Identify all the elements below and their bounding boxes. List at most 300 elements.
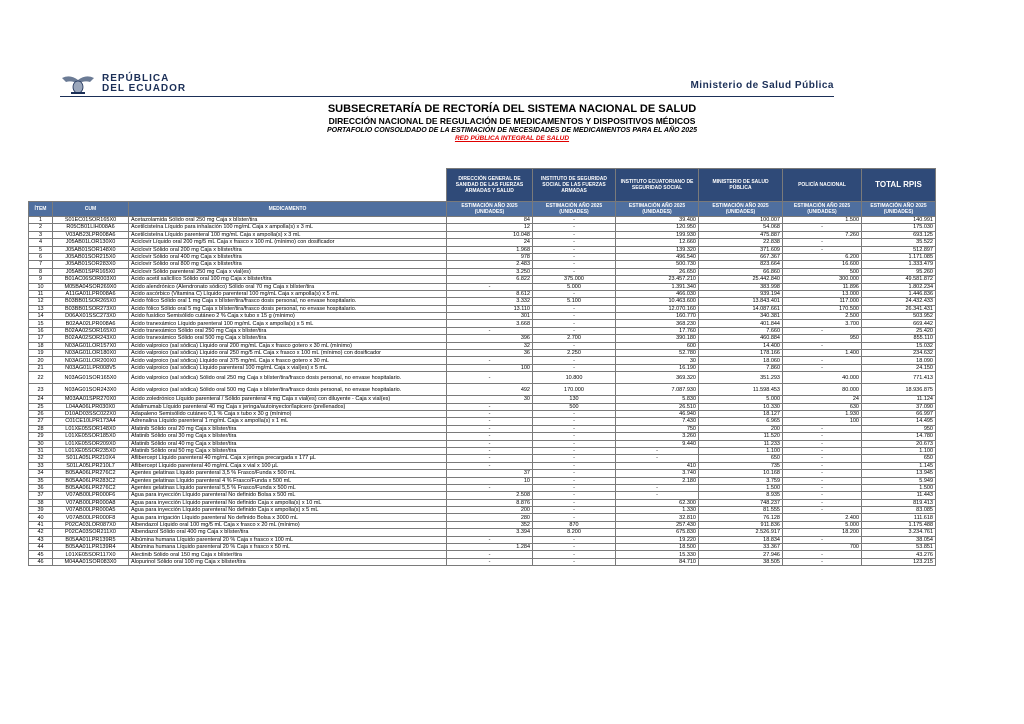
cell-policia: 630 xyxy=(783,403,862,410)
header-divider xyxy=(60,96,834,97)
cell-msp: 371.609 xyxy=(699,246,783,253)
cell-cum: M03AA01SPR270X0 xyxy=(53,396,129,403)
group-header: INSTITUTO DE SEGURIDAD SOCIAL DE LAS FUERZAS ARMADAS xyxy=(533,169,616,202)
table-row xyxy=(29,283,936,290)
cell-dgsffaa: - xyxy=(447,455,533,462)
cell-msp: 5.000 xyxy=(699,396,783,403)
republic-line2: DEL ECUADOR xyxy=(102,83,187,94)
cell-medicamento: Ácido valproico (sal sódica) Líquido oral 200 mg/mL Caja x frasco gotero x 30 mL (mínimo) xyxy=(129,342,447,349)
cell-item: 10 xyxy=(29,283,53,290)
table-row xyxy=(29,470,936,477)
cell-iess: 410 xyxy=(616,462,699,469)
cell-msp: 76.128 xyxy=(699,514,783,521)
table-row xyxy=(29,551,936,558)
cell-medicamento: Agua para inyección Líquido parenteral No definido Caja x ampolla(s) x 5 mL xyxy=(129,507,447,514)
table-row xyxy=(29,350,936,357)
cell-iess: 120.950 xyxy=(616,224,699,231)
cell-policia: - xyxy=(783,492,862,499)
cell-iess: 12.660 xyxy=(616,239,699,246)
cell-policia: - xyxy=(783,447,862,454)
cell-medicamento: Afatinib Sólido oral 30 mg Caja x blíster/tira xyxy=(129,433,447,440)
cell-dgsffaa: 2.508 xyxy=(447,492,533,499)
cell-total: 66.997 xyxy=(862,410,936,417)
cell-iess: 139.320 xyxy=(616,246,699,253)
table-row xyxy=(29,536,936,543)
cell-cum: S01LA05LPR210L7 xyxy=(53,462,129,469)
cell-policia: 2.400 xyxy=(783,514,862,521)
table-row xyxy=(29,372,936,384)
title-network: RED PÚBLICA INTEGRAL DE SALUD xyxy=(454,135,570,142)
cell-msp: 11.233 xyxy=(699,440,783,447)
table-row xyxy=(29,425,936,432)
cell-total: 175.030 xyxy=(862,224,936,231)
cell-issfa: - xyxy=(533,544,616,551)
cell-medicamento: Aciclovir Líquido oral 200 mg/5 mL Caja x frasco x 100 mL (mínimo) con dosificador xyxy=(129,239,447,246)
cell-total: 1.171.085 xyxy=(862,253,936,260)
col-estimation-header: ESTIMACIÓN AÑO 2025 (UNIDADES) xyxy=(862,202,936,217)
cell-item: 7 xyxy=(29,261,53,268)
cell-dgsffaa: 8.612 xyxy=(447,290,533,297)
cell-cum: S01EC01SOR165X0 xyxy=(53,217,129,224)
cell-msp: 18.127 xyxy=(699,410,783,417)
cell-total: 13.945 xyxy=(862,470,936,477)
table-row xyxy=(29,217,936,224)
cell-item: 18 xyxy=(29,342,53,349)
table-row xyxy=(29,335,936,342)
cell-item: 23 xyxy=(29,384,53,396)
cell-policia: 117.000 xyxy=(783,298,862,305)
cell-cum: N03AG01SOR243X0 xyxy=(53,384,129,396)
table-row xyxy=(29,403,936,410)
cell-iess: 10.463.600 xyxy=(616,298,699,305)
cell-total: 123.215 xyxy=(862,558,936,565)
cell-cum: M05BA04SOR269X0 xyxy=(53,283,129,290)
cell-dgsffaa: 3.250 xyxy=(447,268,533,275)
cell-cum: R05CB01LIH008A6 xyxy=(53,224,129,231)
cell-total: 1.446.836 xyxy=(862,290,936,297)
cell-dgsffaa: - xyxy=(447,462,533,469)
cell-issfa: - xyxy=(533,425,616,432)
cell-msp: 81.555 xyxy=(699,507,783,514)
cell-cum: B05AA01LPR139R5 xyxy=(53,536,129,543)
cell-dgsffaa: 6.822 xyxy=(447,276,533,283)
republic-logo xyxy=(60,72,186,96)
cell-total: 11.443 xyxy=(862,492,936,499)
cell-issfa: - xyxy=(533,364,616,371)
cell-cum: B02AA02SOR165X0 xyxy=(53,327,129,334)
cell-dgsffaa: 37 xyxy=(447,470,533,477)
cell-medicamento: Aflibercept Líquido parenteral 40 mg/mL Caja x vial x 100 µL xyxy=(129,462,447,469)
cell-total: 819.413 xyxy=(862,499,936,506)
cell-dgsffaa: 200 xyxy=(447,507,533,514)
cell-policia: - xyxy=(783,551,862,558)
table-row xyxy=(29,364,936,371)
cell-msp: 748.237 xyxy=(699,499,783,506)
table-row xyxy=(29,433,936,440)
cell-medicamento: Alectinib Sólido oral 150 mg Caja x blíster/tira xyxy=(129,551,447,558)
cell-msp: 351.293 xyxy=(699,372,783,384)
cell-total: 20.673 xyxy=(862,440,936,447)
cell-medicamento: Ácido valproico (sal sódica) Líquido oral 250 mg/5 mL Caja x frasco x 100 mL (mínimo) con dosificador xyxy=(129,350,447,357)
cell-dgsffaa: - xyxy=(447,327,533,334)
cell-issfa: - xyxy=(533,433,616,440)
cell-item: 14 xyxy=(29,313,53,320)
cell-msp: 6.965 xyxy=(699,418,783,425)
cell-item: 24 xyxy=(29,396,53,403)
cell-total: 25.420 xyxy=(862,327,936,334)
cell-issfa: 870 xyxy=(533,521,616,528)
cell-total: 1.145 xyxy=(862,462,936,469)
cell-policia: 11.896 xyxy=(783,283,862,290)
cell-policia: - xyxy=(783,484,862,491)
cell-item: 25 xyxy=(29,403,53,410)
cell-dgsffaa: 2.483 xyxy=(447,261,533,268)
cell-iess: 5.830 xyxy=(616,396,699,403)
cell-medicamento: Aflibercept Líquido parenteral 40 mg/mL Caja x jeringa precargada x 177 µL xyxy=(129,455,447,462)
cell-medicamento: Adrenalina Líquido parenteral 1 mg/mL Caja x ampolla(s) x 1 mL xyxy=(129,418,447,425)
cell-medicamento: Ácido fusídico Semisólido cutáneo 2 % Caja x tubo x 15 g (mínimo) xyxy=(129,313,447,320)
cell-dgsffaa: - xyxy=(447,440,533,447)
cell-cum: A11GA01LPR008A6 xyxy=(53,290,129,297)
cell-policia: 16.600 xyxy=(783,261,862,268)
cell-iess: 2.180 xyxy=(616,477,699,484)
col-estimation-header: ESTIMACIÓN AÑO 2025 (UNIDADES) xyxy=(699,202,783,217)
cell-total: 43.276 xyxy=(862,551,936,558)
cell-medicamento: Agentes gelatinas Líquido parenteral 5,5 % Frasco/Funda x 500 mL xyxy=(129,484,447,491)
cell-total: 18.936.875 xyxy=(862,384,936,396)
cell-policia: - xyxy=(783,342,862,349)
cell-total: 24.432.433 xyxy=(862,298,936,305)
cell-item: 2 xyxy=(29,224,53,231)
cell-total: 1.333.479 xyxy=(862,261,936,268)
cell-policia: 6.200 xyxy=(783,253,862,260)
cell-item: 8 xyxy=(29,268,53,275)
cell-iess: - xyxy=(616,447,699,454)
cell-issfa: - xyxy=(533,327,616,334)
cell-issfa: - xyxy=(533,290,616,297)
cell-policia: - xyxy=(783,239,862,246)
cell-total: 14.495 xyxy=(862,418,936,425)
cell-total: 950 xyxy=(862,425,936,432)
cell-total: 234.632 xyxy=(862,350,936,357)
cell-iess: 16.190 xyxy=(616,364,699,371)
cell-issfa: - xyxy=(533,477,616,484)
cell-msp: 1.100 xyxy=(699,447,783,454)
table-row xyxy=(29,253,936,260)
cell-dgsffaa: - xyxy=(447,403,533,410)
cell-item: 6 xyxy=(29,253,53,260)
cell-cum: B02AA02LPR008A6 xyxy=(53,320,129,327)
table-row xyxy=(29,514,936,521)
table-row xyxy=(29,507,936,514)
cell-item: 27 xyxy=(29,418,53,425)
cell-dgsffaa: 10.048 xyxy=(447,231,533,238)
cell-policia: 13.000 xyxy=(783,290,862,297)
cell-policia: - xyxy=(783,433,862,440)
cell-msp: 939.194 xyxy=(699,290,783,297)
cell-iess: 1.391.340 xyxy=(616,283,699,290)
cell-iess: 390.180 xyxy=(616,335,699,342)
cell-total: 38.054 xyxy=(862,536,936,543)
cell-policia: 80.000 xyxy=(783,384,862,396)
col-cum-header: CUM xyxy=(53,202,129,217)
document-titles xyxy=(0,103,1024,142)
cell-iess: 750 xyxy=(616,425,699,432)
table-row xyxy=(29,231,936,238)
cell-total: 111.618 xyxy=(862,514,936,521)
table-body xyxy=(29,217,936,566)
cell-dgsffaa: 280 xyxy=(447,514,533,521)
cell-msp: 33.367 xyxy=(699,544,783,551)
cell-issfa: 130 xyxy=(533,396,616,403)
cell-policia: - xyxy=(783,470,862,477)
cell-item: 15 xyxy=(29,320,53,327)
cell-dgsffaa: - xyxy=(447,447,533,454)
cell-dgsffaa: 12 xyxy=(447,224,533,231)
cell-dgsffaa: 1.284 xyxy=(447,544,533,551)
cell-item: 35 xyxy=(29,477,53,484)
cell-dgsffaa: 13.110 xyxy=(447,305,533,312)
cell-item: 11 xyxy=(29,290,53,297)
table-row xyxy=(29,521,936,528)
table-row xyxy=(29,357,936,364)
cell-cum: B05AA06LPR276C2 xyxy=(53,484,129,491)
cell-iess: 18.500 xyxy=(616,544,699,551)
cell-dgsffaa: 978 xyxy=(447,253,533,260)
cell-dgsffaa: - xyxy=(447,425,533,432)
cell-policia: - xyxy=(783,357,862,364)
cell-total: 26.341.431 xyxy=(862,305,936,312)
cell-iess: 19.220 xyxy=(616,536,699,543)
cell-policia: - xyxy=(783,246,862,253)
cell-msp: 2.526.917 xyxy=(699,529,783,536)
cell-medicamento: Albendazol Sólido oral 400 mg Caja x blíster/tira xyxy=(129,529,447,536)
table-row xyxy=(29,298,936,305)
cell-msp: 14.087.661 xyxy=(699,305,783,312)
cell-policia: - xyxy=(783,462,862,469)
cell-total: 49.581.872 xyxy=(862,276,936,283)
col-medicamento-header: MEDICAMENTO xyxy=(129,202,447,217)
cell-iess: 12.070.160 xyxy=(616,305,699,312)
cell-iess: 23.457.210 xyxy=(616,276,699,283)
cell-dgsffaa: - xyxy=(447,283,533,290)
cell-msp: 10.168 xyxy=(699,470,783,477)
cell-msp: 178.166 xyxy=(699,350,783,357)
cell-policia: - xyxy=(783,440,862,447)
cell-policia: 5.000 xyxy=(783,521,862,528)
cell-medicamento: Ácido ascórbico (Vitamina C) Líquido parenteral 100 mg/mL Caja x ampolla(s) x 5 mL xyxy=(129,290,447,297)
cell-policia: - xyxy=(783,224,862,231)
cell-item: 30 xyxy=(29,440,53,447)
cell-medicamento: Ácido zoledrónico Líquido parenteral / Sólido parenteral 4 mg Caja x vial(es) con diluyente - Caja x vial(es) xyxy=(129,396,447,403)
cell-medicamento: Ácido valproico (sal sódica) Líquido oral 375 mg/mL Caja x frasco gotero x 30 mL xyxy=(129,357,447,364)
cell-policia: 3.700 xyxy=(783,320,862,327)
cell-item: 20 xyxy=(29,357,53,364)
cell-cum: L01XE05SOR235X0 xyxy=(53,447,129,454)
cell-item: 3 xyxy=(29,231,53,238)
cell-total: 1.100 xyxy=(862,447,936,454)
cell-issfa: - xyxy=(533,514,616,521)
cell-policia: 700 xyxy=(783,544,862,551)
cell-dgsffaa: 3.668 xyxy=(447,320,533,327)
cell-medicamento: Albúmina humana Líquido parenteral 20 % Caja x frasco x 100 mL xyxy=(129,536,447,543)
cell-iess: 1.330 xyxy=(616,507,699,514)
cell-dgsffaa: - xyxy=(447,372,533,384)
cell-total: 693.125 xyxy=(862,231,936,238)
table-row xyxy=(29,276,936,283)
cell-medicamento: Agua para inyección Líquido parenteral No definido Bolsa x 500 mL xyxy=(129,492,447,499)
cell-medicamento: Ácido tranexámico Sólido oral 500 mg Caja x blíster/tira xyxy=(129,335,447,342)
cell-dgsffaa: 32 xyxy=(447,342,533,349)
cell-total: 771.413 xyxy=(862,372,936,384)
cell-cum: C01CE10LPR173A4 xyxy=(53,418,129,425)
table-row xyxy=(29,492,936,499)
cell-policia: 950 xyxy=(783,335,862,342)
title-main: SUBSECRETARÍA DE RECTORÍA DEL SISTEMA NACIONAL DE SALUD xyxy=(327,103,697,115)
cell-issfa: - xyxy=(533,410,616,417)
cell-medicamento: Ácido alendrónico (Alendronato sódico) Sólido oral 70 mg Caja x blíster/tira xyxy=(129,283,447,290)
cell-dgsffaa: 100 xyxy=(447,364,533,371)
cell-msp: 25.442.840 xyxy=(699,276,783,283)
cell-cum: N03AG01LOR180X0 xyxy=(53,350,129,357)
cell-total: 512.897 xyxy=(862,246,936,253)
cell-dgsffaa: 30 xyxy=(447,396,533,403)
cell-msp: 7.660 xyxy=(699,327,783,334)
cell-issfa: 8.200 xyxy=(533,529,616,536)
cell-msp: 27.946 xyxy=(699,551,783,558)
cell-cum: L01XE05SOR209X0 xyxy=(53,440,129,447)
cell-medicamento: Ácido valproico (sal sódica) Sólido oral 250 mg Caja x blíster/tira/frasco dosis personal, no envase hospitalario. xyxy=(129,372,447,384)
cell-total: 3.234.761 xyxy=(862,529,936,536)
cell-cum: N03AG01LPR008V5 xyxy=(53,364,129,371)
cell-cum: V03AB23LPR008A6 xyxy=(53,231,129,238)
cell-iess: 160.770 xyxy=(616,313,699,320)
cell-iess: 496.540 xyxy=(616,253,699,260)
table-row xyxy=(29,418,936,425)
cell-cum: J05AB01SOR148X0 xyxy=(53,246,129,253)
table-row xyxy=(29,320,936,327)
cell-issfa: - xyxy=(533,268,616,275)
cell-iess: - xyxy=(616,484,699,491)
cell-issfa: - xyxy=(533,462,616,469)
cell-msp: 11.598.453 xyxy=(699,384,783,396)
table-row xyxy=(29,499,936,506)
cell-cum: L01XE05SOR185X0 xyxy=(53,433,129,440)
cell-medicamento: Afatinib Sólido oral 50 mg Caja x blíster/tira xyxy=(129,447,447,454)
cell-total: 140.991 xyxy=(862,217,936,224)
cell-msp: 401.844 xyxy=(699,320,783,327)
cell-item: 33 xyxy=(29,462,53,469)
cell-total: 24.150 xyxy=(862,364,936,371)
cell-issfa: - xyxy=(533,558,616,565)
table-row xyxy=(29,484,936,491)
cell-iess: 675.830 xyxy=(616,529,699,536)
cell-total: 1.175.488 xyxy=(862,521,936,528)
cell-total: 5.949 xyxy=(862,477,936,484)
cell-issfa: 500 xyxy=(533,403,616,410)
cell-item: 36 xyxy=(29,484,53,491)
cell-dgsffaa: 84 xyxy=(447,217,533,224)
estimation-table xyxy=(28,168,936,566)
cell-policia: 40.000 xyxy=(783,372,862,384)
cell-msp: 1.500 xyxy=(699,484,783,491)
cell-total: 1.802.234 xyxy=(862,283,936,290)
table-row xyxy=(29,327,936,334)
cell-issfa: - xyxy=(533,320,616,327)
cell-medicamento: Ácido tranexámico Sólido oral 250 mg Caja x blíster/tira xyxy=(129,327,447,334)
cell-issfa: - xyxy=(533,357,616,364)
cell-item: 12 xyxy=(29,298,53,305)
col-estimation-header: ESTIMACIÓN AÑO 2025 (UNIDADES) xyxy=(447,202,533,217)
cell-msp: 22.838 xyxy=(699,239,783,246)
cell-msp: 667.367 xyxy=(699,253,783,260)
cell-cum: D06AX01SSC273X0 xyxy=(53,313,129,320)
table-row xyxy=(29,261,936,268)
cell-msp: 7.860 xyxy=(699,364,783,371)
cell-policia: - xyxy=(783,558,862,565)
cell-total: 83.085 xyxy=(862,507,936,514)
cell-item: 9 xyxy=(29,276,53,283)
cell-dgsffaa: - xyxy=(447,418,533,425)
cell-msp: 100.007 xyxy=(699,217,783,224)
table-row xyxy=(29,239,936,246)
cell-iess: - xyxy=(616,455,699,462)
cell-msp: 200 xyxy=(699,425,783,432)
cell-issfa: - xyxy=(533,551,616,558)
cell-iess: 39.400 xyxy=(616,217,699,224)
ministry-name: Ministerio de Salud Pública xyxy=(690,80,834,91)
cell-total: 18.090 xyxy=(862,357,936,364)
cell-dgsffaa: - xyxy=(447,484,533,491)
cell-medicamento: Ácido valproico (sal sódica) Sólido oral 500 mg Caja x blíster/tira/frasco dosis personal, no envase hospitalario. xyxy=(129,384,447,396)
cell-msp: 10.330 xyxy=(699,403,783,410)
cell-iess: 199.930 xyxy=(616,231,699,238)
cell-dgsffaa: - xyxy=(447,551,533,558)
cell-issfa: - xyxy=(533,536,616,543)
cell-msp: 66.860 xyxy=(699,268,783,275)
cell-policia: 2.500 xyxy=(783,313,862,320)
cell-item: 5 xyxy=(29,246,53,253)
cell-medicamento: Ácido fólico Sólido oral 5 mg Caja x blíster/tira/frasco dosis personal, no envase hospitalario. xyxy=(129,305,447,312)
cell-item: 19 xyxy=(29,350,53,357)
cell-item: 16 xyxy=(29,327,53,334)
cell-issfa: - xyxy=(533,253,616,260)
cell-policia: 500 xyxy=(783,268,862,275)
cell-dgsffaa: - xyxy=(447,558,533,565)
cell-dgsffaa: 3.332 xyxy=(447,298,533,305)
cell-msp: 823.664 xyxy=(699,261,783,268)
cell-cum: J05AB01SPR165X0 xyxy=(53,268,129,275)
cell-cum: V07AB00LPR000A8 xyxy=(53,499,129,506)
cell-policia: 170.500 xyxy=(783,305,862,312)
cell-dgsffaa: 352 xyxy=(447,521,533,528)
cell-total: 14.780 xyxy=(862,433,936,440)
table-row xyxy=(29,305,936,312)
col-estimation-header: ESTIMACIÓN AÑO 2025 (UNIDADES) xyxy=(783,202,862,217)
cell-medicamento: Afatinib Sólido oral 40 mg Caja x blíster/tira xyxy=(129,440,447,447)
cell-msp: 340.381 xyxy=(699,313,783,320)
cell-item: 37 xyxy=(29,492,53,499)
cell-medicamento: Agua para irrigación Líquido parenteral No definido Bolsa x 3000 mL xyxy=(129,514,447,521)
cell-policia: 300.000 xyxy=(783,276,862,283)
cell-msp: 911.836 xyxy=(699,521,783,528)
col-estimation-header: ESTIMACIÓN AÑO 2025 (UNIDADES) xyxy=(533,202,616,217)
cell-medicamento: Albúmina humana Líquido parenteral 20 % Caja x frasco x 50 mL xyxy=(129,544,447,551)
cell-item: 29 xyxy=(29,433,53,440)
cell-item: 42 xyxy=(29,529,53,536)
cell-issfa: - xyxy=(533,492,616,499)
cell-msp: 18.834 xyxy=(699,536,783,543)
